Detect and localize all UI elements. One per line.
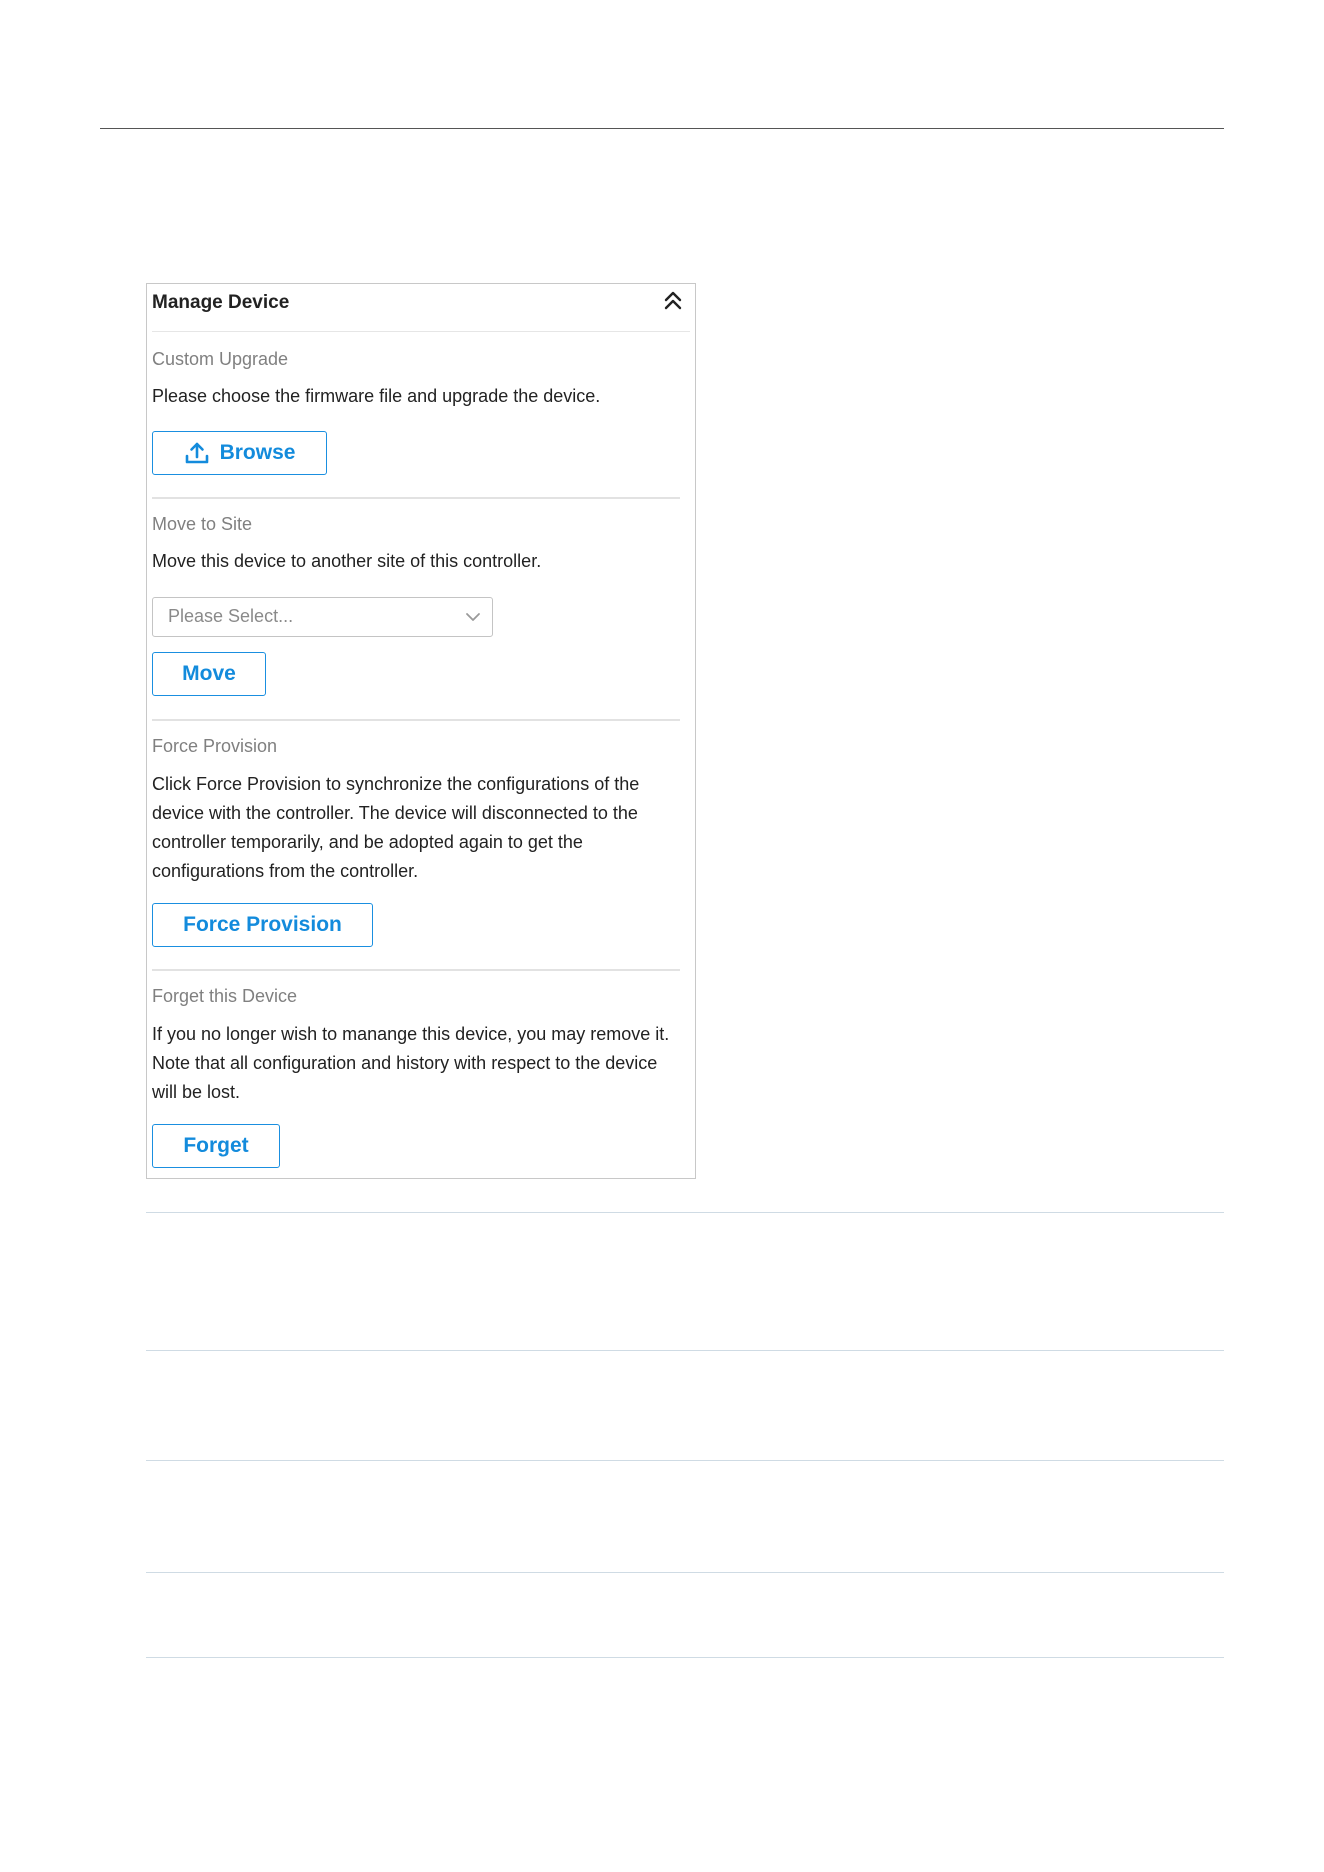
- browse-button-label: Browse: [219, 441, 296, 464]
- manage-device-panel: [146, 283, 696, 1179]
- forget-button-label: Forget: [183, 1134, 249, 1157]
- table-row-divider: [146, 1460, 1224, 1461]
- table-row-divider: [146, 1212, 1224, 1213]
- section-divider: [152, 719, 680, 721]
- force-provision-title: Force Provision: [152, 736, 278, 756]
- section-divider: [152, 969, 680, 971]
- force-provision-button-label: Force Provision: [183, 913, 342, 936]
- panel-header: [152, 284, 690, 332]
- upload-icon: [184, 440, 210, 466]
- custom-upgrade-description: Please choose the firmware file and upgrade the device.: [152, 386, 601, 406]
- chevron-down-icon: [464, 608, 482, 626]
- custom-upgrade-section: [152, 332, 690, 497]
- forget-device-description: If you no longer wish to manange this device, you may remove it. Note that all configuration and history with respect to the device will be lost.: [152, 1024, 670, 1102]
- double-chevron-up-icon[interactable]: [662, 289, 684, 313]
- site-select-placeholder: Please Select...: [168, 606, 294, 626]
- table-row-divider: [146, 1350, 1224, 1351]
- table-row-divider: [146, 1657, 1224, 1658]
- move-to-site-section: [152, 497, 690, 719]
- top-rule: [100, 128, 1224, 129]
- move-to-site-title: Move to Site: [152, 514, 253, 534]
- move-button[interactable]: [152, 652, 266, 696]
- panel-title: Manage Device: [152, 292, 290, 313]
- force-provision-button[interactable]: [152, 903, 373, 947]
- site-select-dropdown[interactable]: [152, 597, 493, 637]
- custom-upgrade-title: Custom Upgrade: [152, 349, 289, 369]
- table-row-divider: [146, 1572, 1224, 1573]
- forget-device-title: Forget this Device: [152, 986, 298, 1006]
- forget-device-section: [152, 969, 690, 1174]
- force-provision-description: Click Force Provision to synchronize the configurations of the device with the controller. The device will disconnected to the controller temporarily, and be adopted again to get the configurations from the controller.: [152, 774, 640, 881]
- browse-button[interactable]: [152, 431, 327, 475]
- force-provision-section: [152, 719, 690, 969]
- move-button-label: Move: [182, 662, 236, 685]
- forget-button[interactable]: [152, 1124, 280, 1168]
- move-to-site-description: Move this device to another site of this controller.: [152, 551, 542, 571]
- section-divider: [152, 497, 680, 499]
